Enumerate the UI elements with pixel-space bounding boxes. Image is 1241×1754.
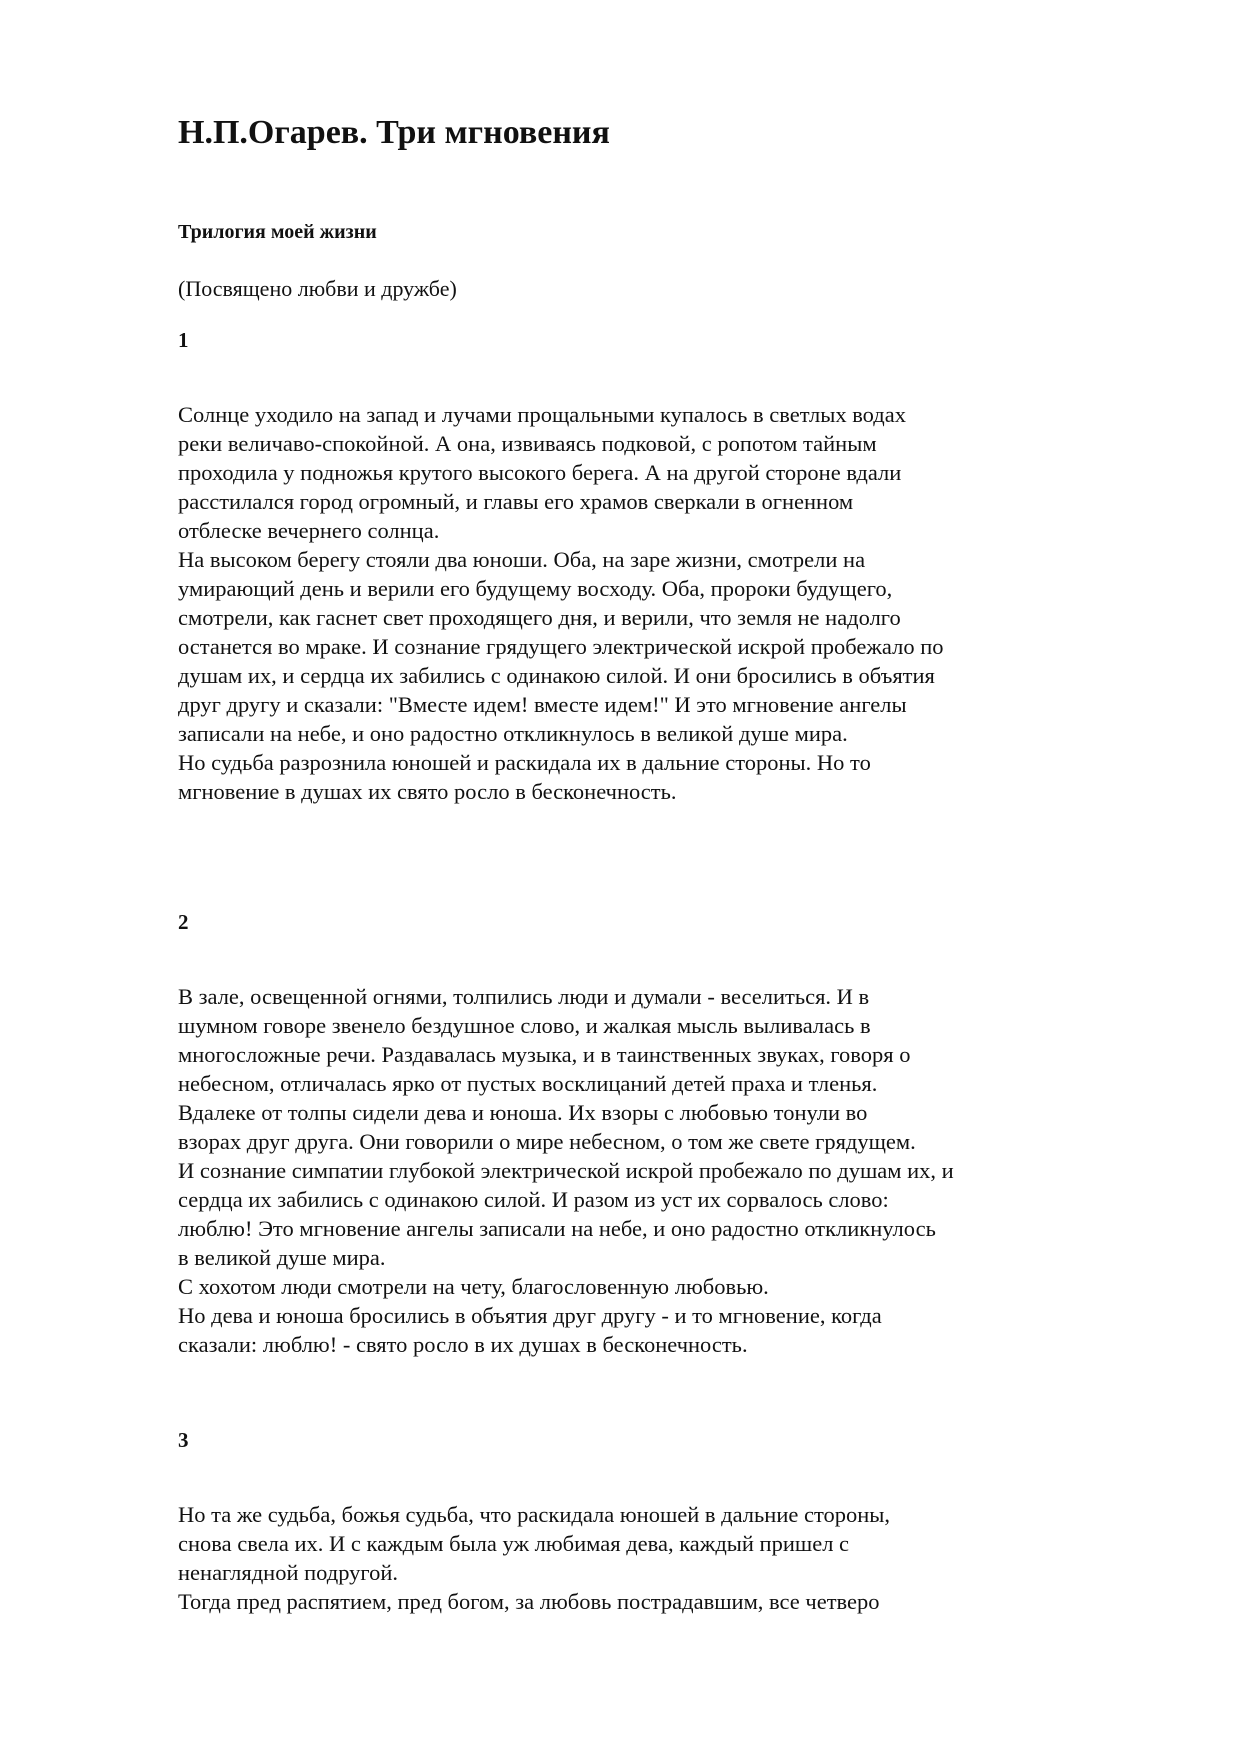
text-line: Но судьба разрознила юношей и раскидала их в дальние стороны. Но то xyxy=(178,750,871,775)
section-3-text xyxy=(178,1500,890,1616)
text-line: душам их, и сердца их забились с одинакою силой. И они бросились в объятия xyxy=(178,663,935,688)
text-line: сердца их забились с одинакою силой. И разом из уст их сорвалось слово: xyxy=(178,1187,889,1212)
text-line: смотрели, как гаснет свет проходящего дня, и верили, что земля не надолго xyxy=(178,605,901,630)
text-line: шумном говоре звенело бездушное слово, и жалкая мысль выливалась в xyxy=(178,1013,871,1038)
text-line: Но та же судьба, божья судьба, что раскидала юношей в дальние стороны, xyxy=(178,1502,891,1527)
document-title: Н.П.Огарев. Три мгновения xyxy=(178,114,610,151)
text-line: останется во мраке. И сознание грядущего электрической искрой пробежало по xyxy=(178,634,944,659)
text-line: Солнце уходило на запад и лучами прощальными купалось в светлых водах xyxy=(178,402,906,427)
text-line: многосложные речи. Раздавалась музыка, и в таинственных звуках, говоря о xyxy=(178,1042,911,1067)
section-number-1: 1 xyxy=(178,328,189,352)
text-line: В зале, освещенной огнями, толпились люди и думали - веселиться. И в xyxy=(178,984,870,1009)
section-2-text xyxy=(178,982,954,1359)
text-line: ненаглядной подругой. xyxy=(178,1560,399,1585)
text-line: люблю! Это мгновение ангелы записали на небе, и оно радостно откликнулось xyxy=(178,1216,936,1241)
text-line: расстилался город огромный, и главы его храмов сверкали в огненном xyxy=(178,489,854,514)
text-line: небесном, отличалась ярко от пустых восклицаний детей праха и тленья. xyxy=(178,1071,878,1096)
text-line: реки величаво-спокойной. А она, извиваясь подковой, с ропотом тайным xyxy=(178,431,877,456)
text-line: Но дева и юноша бросились в объятия друг другу - и то мгновение, когда xyxy=(178,1303,882,1328)
text-line: в великой душе мира. xyxy=(178,1245,386,1270)
text-line: проходила у подножья крутого высокого берега. А на другой стороне вдали xyxy=(178,460,902,485)
text-line: взорах друг друга. Они говорили о мире небесном, о том же свете грядущем. xyxy=(178,1129,916,1154)
text-line: друг другу и сказали: "Вместе идем! вместе идем!" И это мгновение ангелы xyxy=(178,692,907,717)
dedication-line: (Посвящено любви и дружбе) xyxy=(178,276,457,301)
text-line: записали на небе, и оно радостно откликнулось в великой душе мира. xyxy=(178,721,848,746)
text-line: мгновение в душах их свято росло в бесконечность. xyxy=(178,779,677,804)
text-line: сказали: люблю! - свято росло в их душах в бесконечность. xyxy=(178,1332,748,1357)
text-line: С хохотом люди смотрели на чету, благословенную любовью. xyxy=(178,1274,769,1299)
section-number-3: 3 xyxy=(178,1428,189,1452)
section-number-2: 2 xyxy=(178,910,189,934)
text-line: И сознание симпатии глубокой электрической искрой пробежало по душам их, и xyxy=(178,1158,954,1183)
text-line: снова свела их. И с каждым была уж любимая дева, каждый пришел с xyxy=(178,1531,850,1556)
section-1-text xyxy=(178,400,944,806)
text-line: На высоком берегу стояли два юноши. Оба, на заре жизни, смотрели на xyxy=(178,547,866,572)
text-line: Тогда пред распятием, пред богом, за любовь пострадавшим, все четверо xyxy=(178,1589,880,1614)
document-subtitle: Трилогия моей жизни xyxy=(178,221,377,243)
text-line: отблеске вечернего солнца. xyxy=(178,518,440,543)
text-line: Вдалеке от толпы сидели дева и юноша. Их взоры с любовью тонули во xyxy=(178,1100,868,1125)
text-line: умирающий день и верили его будущему восходу. Оба, пророки будущего, xyxy=(178,576,893,601)
